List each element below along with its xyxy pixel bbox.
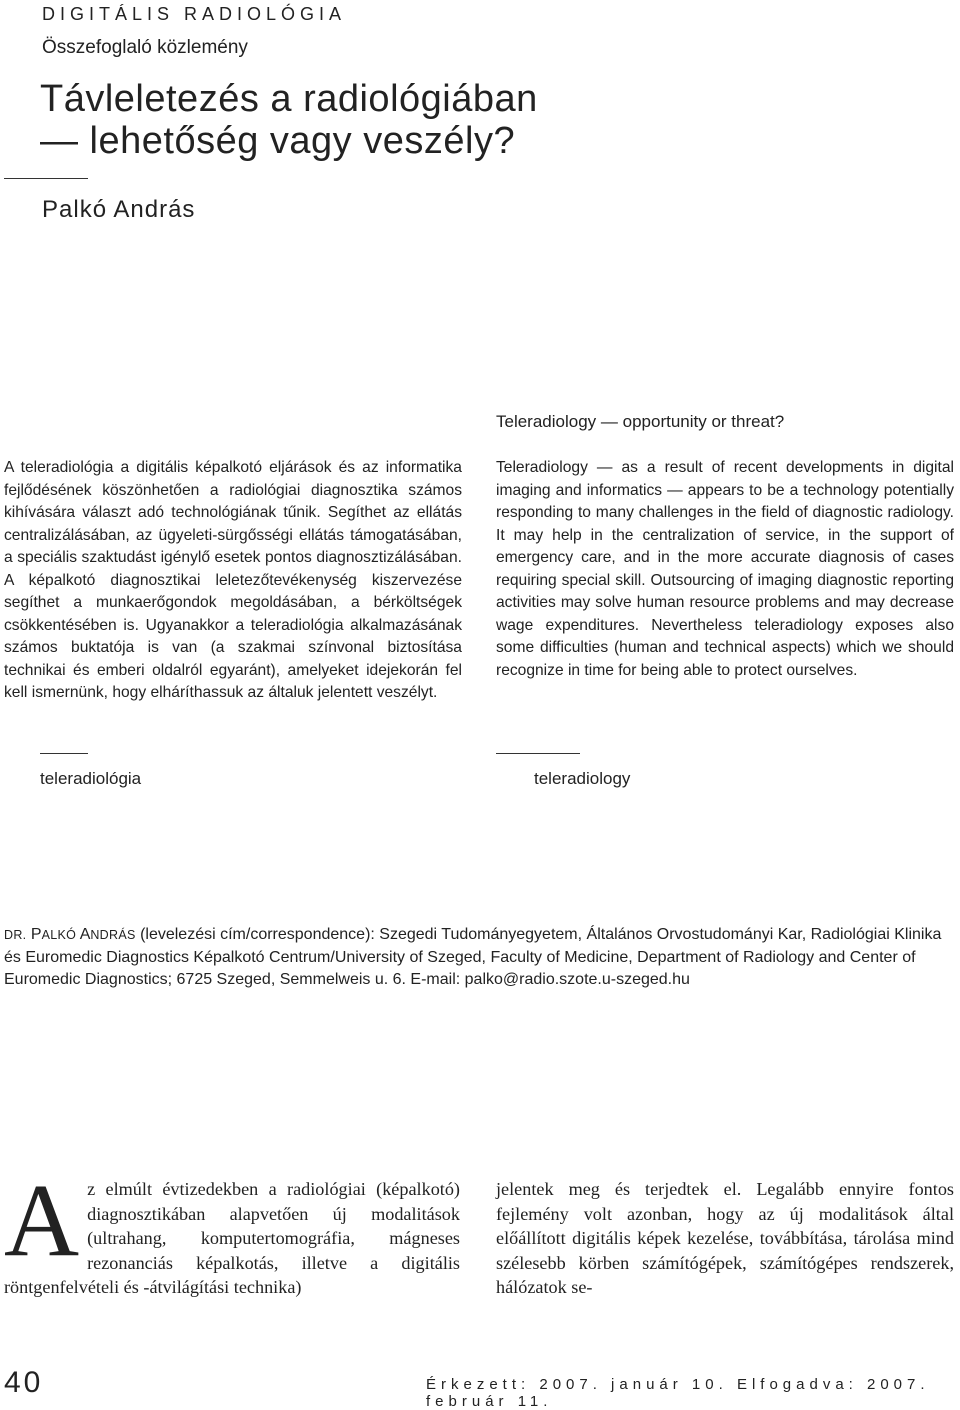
body-column-2 bbox=[496, 1177, 954, 1300]
author-name: Palkó András bbox=[42, 196, 196, 223]
keyword-divider-hu bbox=[40, 753, 88, 754]
article-title bbox=[40, 78, 538, 162]
keyword-divider-en bbox=[496, 753, 580, 754]
received-dates: Érkezett: 2007. január 10. Elfogadva: 2007. február 11. bbox=[426, 1376, 930, 1410]
abstract-english bbox=[496, 457, 954, 682]
body-col2-text: jelentek meg és terjedtek el. Legalább ennyire fontos fejlemény volt azonban, hogy az új modalitások által előállított digitális képek kezelése, továbbítása, tárolása mind szélesebb körben számítógépek, számítógépes rendszerek, hálózatok se- bbox=[496, 1179, 954, 1297]
title-line-2: — lehetőség vagy veszély? bbox=[40, 120, 516, 162]
abstract-en-title: Teleradiology — opportunity or threat? bbox=[496, 412, 785, 431]
page-number: 40 bbox=[4, 1366, 44, 1399]
corr-name-initial-p: P bbox=[30, 926, 42, 943]
abstract-en-text: Teleradiology — as a result of recent developments in digital imaging and informatics — appears to be a technology potentially responding to many challenges in the field of diagnostic radiology. It may help in the centralization of service, in the support of emergency care, and in the more accurate diagnosis of cases requiring special skill. Outsourcing of imaging diagnostic reporting activities may solve human resource problems and may decrease wage expenditures. Nevertheless teleradiology exposes also some difficulties (human and technical aspects) which we should recognize in time for being able to protect ourselves. bbox=[496, 459, 954, 679]
abstract-hu-text: A teleradiológia a digitális képalkotó eljárások és az informatika fejlődésének köszönhetően a radiológiai diagnosztika számos kihívására választ adó technológiának tűnik. Segíthet az ellátás centralizálásában, az ügyeleti-sürgősségi ellátás támogatásában, a speciális szaktudást igénylő esetek pontos diagnosztizálásában. A képalkotó diagnosztikai leletezőtevékenység kiszervezése segíthet a munkaerőgondok megoldásában, a bérköltségek csökkentésében is. Ugyanakkor a teleradiológia alkalmazásának számos buktatója is van (a szakmai színvonal biztosítása technikai és emberi oldalról egyaránt), amelyeket idejekorán fel kell ismernünk, hogy elháríthassuk az általuk jelentett veszélyt. bbox=[4, 459, 462, 701]
title-divider bbox=[4, 178, 88, 179]
section-label: DIGITÁLIS RADIOLÓGIA bbox=[42, 4, 347, 24]
abstract-hungarian bbox=[4, 457, 462, 705]
corr-address: (levelezési cím/correspondence): Szegedi Tudományegyetem, Általános Orvostudományi Kar, Radiológiai Klinika és Euromedic Diagnostics Képalkotó Centrum/University of Szeged, Faculty of Medicine, Department of Radiology and Center of Euromedic Diagnostics; 6725 Szeged, Semmelweis u. 6. E-mail: palko@radio.szote.u-szeged.hu bbox=[4, 926, 942, 988]
corr-prefix: DR. bbox=[4, 928, 27, 942]
corr-name-rest-2: NDRÁS bbox=[90, 928, 136, 942]
body-col1-text: z elmúlt évtizedekben a radiológiai (képalkotó) diagnosztikában alapvetően új modalitások (ultrahang, komputertomográfia, mágneses rezonanciás képalkotás, illetve a digitális röntgenfelvételi és -átvilágítási technika) bbox=[4, 1179, 460, 1297]
corr-name-rest-1: ALKÓ bbox=[41, 928, 77, 942]
keyword-hu: teleradiológia bbox=[40, 769, 142, 788]
keyword-en: teleradiology bbox=[534, 769, 631, 788]
corr-name-initial-a: A bbox=[79, 926, 91, 943]
title-line-1: Távleletezés a radiológiában bbox=[40, 78, 538, 120]
dropcap: A bbox=[4, 1163, 80, 1278]
article-type: Összefoglaló közlemény bbox=[42, 37, 248, 58]
body-column-1 bbox=[4, 1163, 460, 1300]
correspondence bbox=[4, 924, 956, 992]
